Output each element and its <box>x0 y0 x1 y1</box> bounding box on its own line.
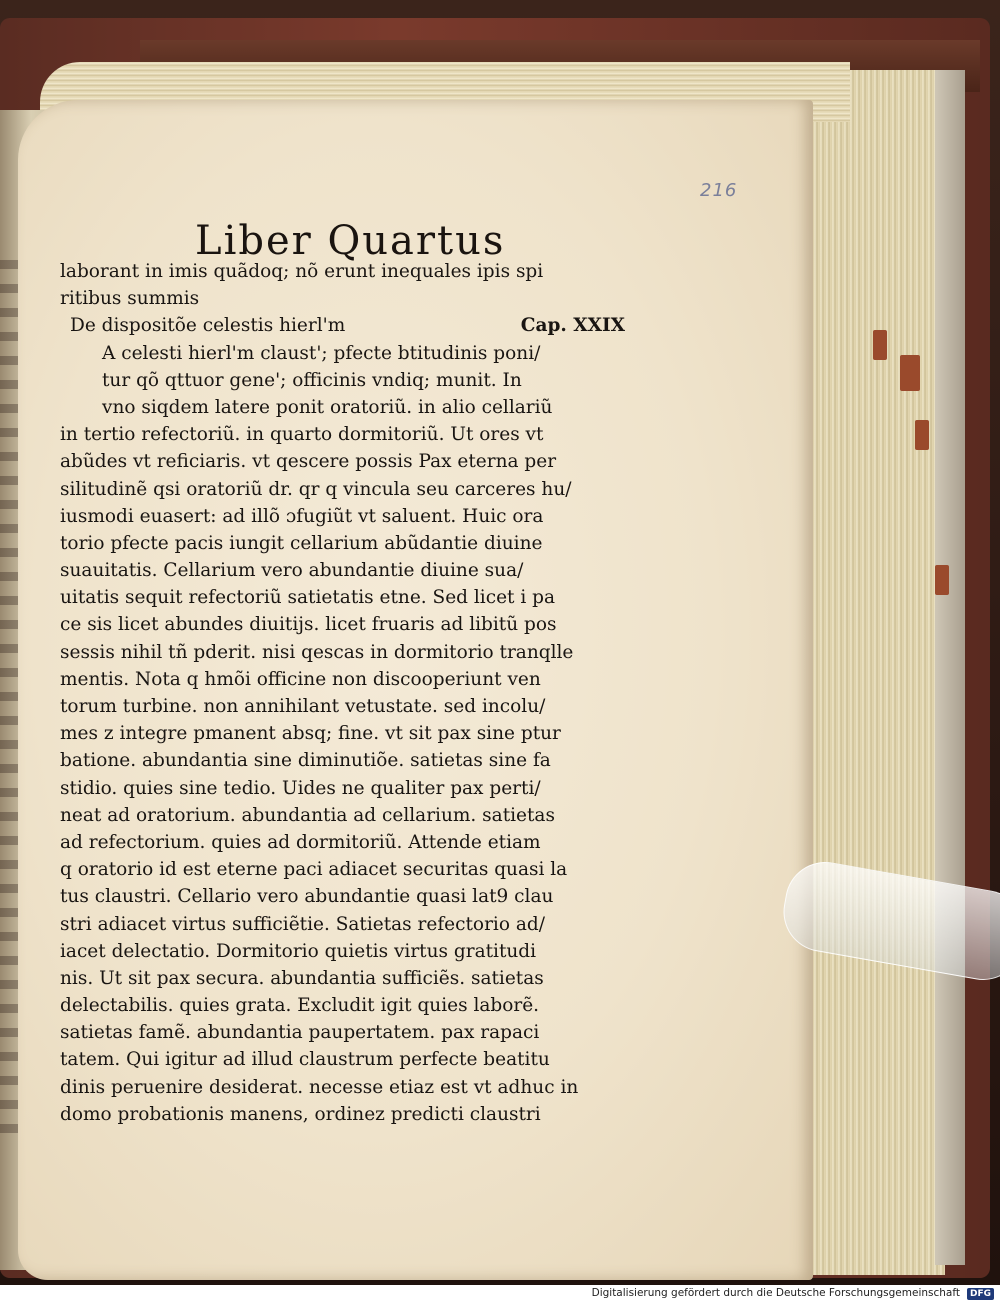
dfg-logo: DFG <box>967 1288 994 1300</box>
text-line: mes z integre pmanent absq; fine. vt sit pax sine ptur <box>60 723 561 745</box>
footer-bar <box>0 1285 1000 1305</box>
text-line: nis. Ut sit pax secura. abundantia sufficiẽs. satietas <box>60 967 544 989</box>
text-line: mentis. Nota q hmõi officine non discooperiunt ven <box>60 668 541 690</box>
page-text <box>60 258 625 1128</box>
text-line: stidio. quies sine tedio. Uides ne qualiter pax perti/ <box>60 777 541 799</box>
text-line: suauitatis. Cellarium vero abundantie diuine sua/ <box>60 560 524 582</box>
text-line: A celesti hierl'm claust'; pfecte btitudinis poni/ <box>102 342 541 364</box>
text-line: iusmodi euasert: ad illõ ɔfugiũt vt saluent. Huic ora <box>60 505 544 527</box>
page-edges-outer <box>935 70 965 1265</box>
funding-credit: Digitalisierung gefördert durch die Deutsche Forschungsgemeinschaft <box>591 1287 960 1299</box>
running-head: Liber Quartus <box>195 218 506 264</box>
text-line: uitatis sequit refectoriũ satietatis etne. Sed licet i pa <box>60 587 556 609</box>
text-line: dinis peruenire desiderat. necesse etiaz est vt adhuc in <box>60 1076 579 1098</box>
chapter-label: Cap. XXIX <box>520 315 625 337</box>
text-line: in tertio refectoriũ. in quarto dormitoriũ. Ut ores vt <box>60 424 544 446</box>
text-line: satietas famẽ. abundantia paupertatem. pax rapaci <box>60 1022 540 1044</box>
folio-number: 216 <box>700 180 738 201</box>
text-line: iacet delectatio. Dormitorio quietis virtus gratitudi <box>60 940 537 962</box>
text-line: torio pfecte pacis iungit cellarium abũdantie diuine <box>60 532 543 554</box>
page-edges <box>795 70 945 1275</box>
chapter-heading <box>60 312 625 339</box>
text-line: ritibus summis <box>60 288 200 310</box>
page-tab <box>873 330 887 360</box>
text-line: batione. abundantia sine diminutiõe. satietas sine fa <box>60 750 551 772</box>
page-tab <box>935 565 949 595</box>
text-line: laborant in imis quãdoq; nõ erunt inequales ipis spi <box>60 261 544 282</box>
text-line: tatem. Qui igitur ad illud claustrum perfecte beatitu <box>60 1049 550 1071</box>
text-line: silitudinẽ qsi oratoriũ dr. qr q vincula seu carceres hu/ <box>60 478 572 500</box>
page-tab <box>915 420 929 450</box>
text-line: tus claustri. Cellario vero abundantie quasi lat9 clau <box>60 886 554 908</box>
text-line: sessis nihil tñ pderit. nisi qescas in dormitorio tranqlle <box>60 641 574 663</box>
text-line: ce sis licet abundes diuitijs. licet fruaris ad libitũ pos <box>60 614 557 636</box>
text-line: vno siqdem latere ponit oratoriũ. in alio cellariũ <box>102 396 553 418</box>
text-line: delectabilis. quies grata. Excludit igit quies laborẽ. <box>60 995 540 1017</box>
chapter-title: De dispositõe celestis hierl'm <box>70 315 346 337</box>
text-line: torum turbine. non annihilant vetustate. sed incolu/ <box>60 696 546 717</box>
text-line: ad refectorium. quies ad dormitoriũ. Attende etiam <box>60 831 541 853</box>
text-line: q oratorio id est eterne paci adiacet securitas quasi la <box>60 859 568 881</box>
text-line: domo probationis manens, ordinez predicti claustri <box>60 1103 541 1125</box>
text-line: tur qõ qttuor gene'; officinis vndiq; munit. In <box>102 369 522 391</box>
page-tab <box>900 355 920 391</box>
text-line: neat ad oratorium. abundantia ad cellarium. satietas <box>60 804 555 826</box>
text-line: stri adiacet virtus sufficiẽtie. Satietas refectorio ad/ <box>60 913 545 935</box>
text-line: abũdes vt reficiaris. vt qescere possis Pax eterna per <box>60 451 557 473</box>
